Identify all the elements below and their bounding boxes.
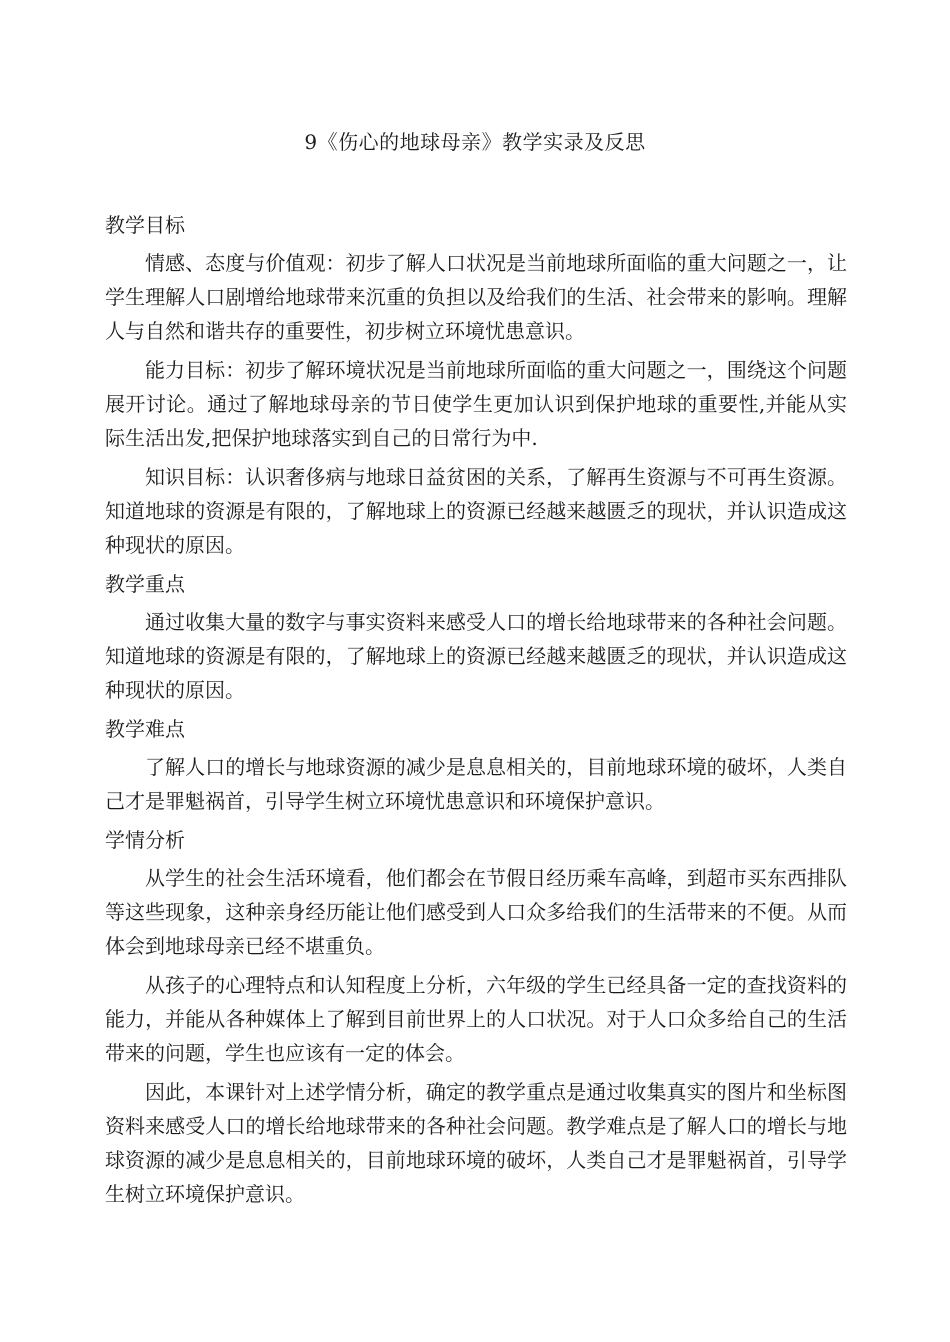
document-title: 9《伤心的地球母亲》教学实录及反思 <box>304 130 646 154</box>
section-difficulties <box>105 712 847 818</box>
paragraph: 从学生的社会生活环境看，他们都会在节假日经历乘车高峰，到超市买东西排队等这些现象，这种亲身经历能让他们感受到人口众多给我们的生活带来的不便。从而体会到地球母亲已经不堪重负。 <box>105 866 847 958</box>
paragraph: 因此，本课针对上述学情分析，确定的教学重点是通过收集真实的图片和坐标图资料来感受人口的增长给地球带来的各种社会问题。教学难点是了解人口的增长与地球资源的减少是息息相关的，目前地球环境的破坏，人类自己才是罪魁祸首，引导学生树立环境保护意识。 <box>105 1080 847 1206</box>
paragraph: 从孩子的心理特点和认知程度上分析，六年级的学生已经具备一定的查找资料的能力，并能从各种媒体上了解到目前世界上的人口状况。对于人口众多给自己的生活带来的问题，学生也应该有一定的体会。 <box>105 973 847 1065</box>
section-key-points <box>105 567 847 707</box>
section-heading: 教学难点 <box>105 717 185 741</box>
section-learner-analysis <box>105 823 847 1211</box>
paragraph: 能力目标：初步了解环境状况是当前地球所面临的重大问题之一，围绕这个问题展开讨论。通过了解地球母亲的节日使学生更加认识到保护地球的重要性,并能从实际生活出发,把保护地球落实到自己的日常行为中. <box>105 358 847 450</box>
section-heading: 学情分析 <box>105 828 185 852</box>
paragraph: 知识目标：认识奢侈病与地球日益贫困的关系，了解再生资源与不可再生资源。知道地球的资源是有限的，了解地球上的资源已经越来越匮乏的现状，并认识造成这种现状的原因。 <box>105 465 847 557</box>
section-heading: 教学重点 <box>105 572 185 596</box>
paragraph: 情感、态度与价值观：初步了解人口状况是当前地球所面临的重大问题之一，让学生理解人口剧增给地球带来沉重的负担以及给我们的生活、社会带来的影响。理解人与自然和谐共存的重要性，初步树立环境忧患意识。 <box>105 251 847 343</box>
paragraph: 通过收集大量的数字与事实资料来感受人口的增长给地球带来的各种社会问题。知道地球的资源是有限的，了解地球上的资源已经越来越匮乏的现状，并认识造成这种现状的原因。 <box>105 610 847 702</box>
paragraph: 了解人口的增长与地球资源的减少是息息相关的，目前地球环境的破坏，人类自己才是罪魁祸首，引导学生树立环境忧患意识和环境保护意识。 <box>105 755 847 813</box>
document-body <box>105 208 847 1216</box>
section-teaching-objectives <box>105 208 847 562</box>
section-heading: 教学目标 <box>105 213 185 237</box>
